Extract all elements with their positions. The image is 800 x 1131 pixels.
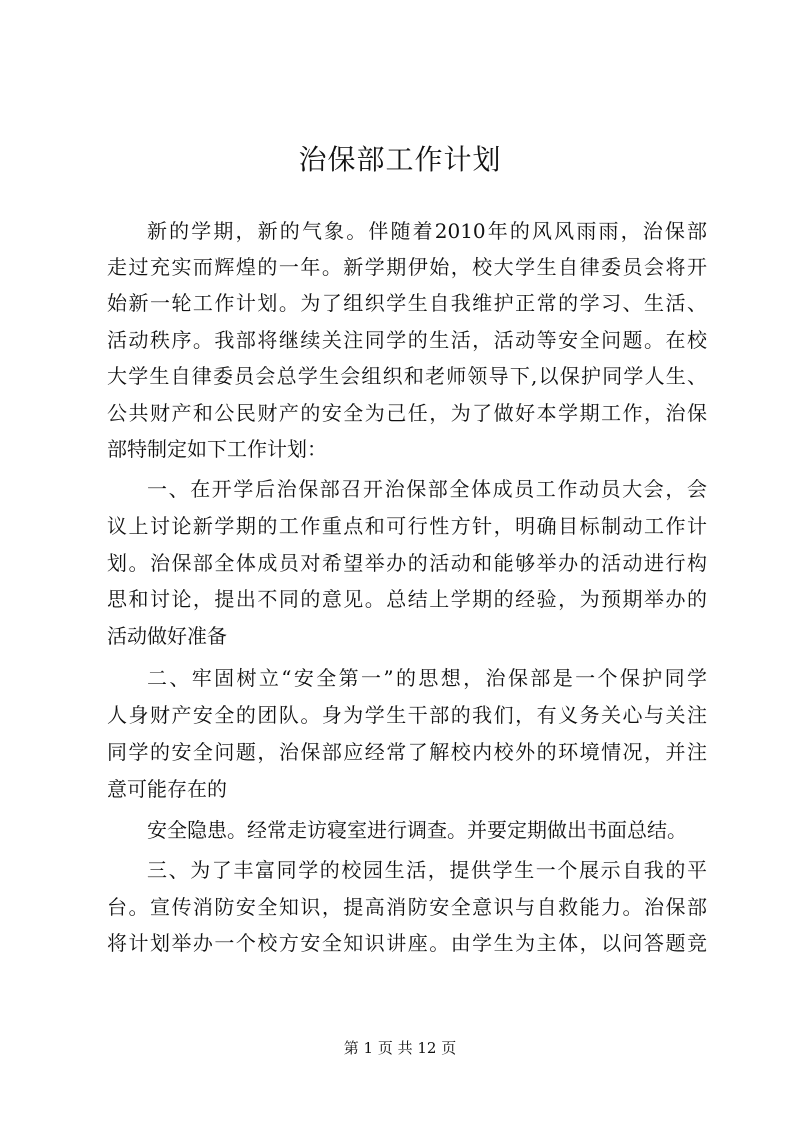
body-line: 活动做好准备 <box>107 624 227 648</box>
body-line: 二、牢固树立“安全第一”的思想，治保部是一个保护同学 <box>147 666 707 690</box>
body-line: 将计划举办一个校方安全知识讲座。由学生为主体，以问答题竞 <box>107 931 707 955</box>
body-line: 同学的安全问题，治保部应经常了解校内校外的环境情况，并注 <box>107 740 707 764</box>
body-line: 安全隐患。经常走访寝室进行调查。并要定期做出书面总结。 <box>147 818 687 842</box>
body-line: 走过充实而辉煌的一年。新学期伊始，校大学生自律委员会将开 <box>107 255 707 279</box>
body-line: 一、在开学后治保部召开治保部全体成员工作动员大会，会 <box>147 477 707 501</box>
body-line: 思和讨论，提出不同的意见。总结上学期的经验，为预期举办的 <box>107 587 707 611</box>
body-line: 大学生自律委员会总学生会组织和老师领导下,以保护同学人生、 <box>107 364 707 388</box>
body-line: 划。治保部全体成员对希望举办的活动和能够举办的活动进行构 <box>107 551 707 575</box>
body-line: 公共财产和公民财产的安全为己任，为了做好本学期工作，治保 <box>107 401 707 425</box>
body-line: 始新一轮工作计划。为了组织学生自我维护正常的学习、生活、 <box>107 291 707 315</box>
body-line: 台。宣传消防安全知识，提高消防安全意识与自救能力。治保部 <box>107 895 707 919</box>
body-line: 议上讨论新学期的工作重点和可行性方针，明确目标制动工作计 <box>107 514 707 538</box>
body-line: 新的学期，新的气象。伴随着2010年的风风雨雨，治保部 <box>147 219 707 243</box>
body-line: 活动秩序。我部将继续关注同学的生活，活动等安全问题。在校 <box>107 328 707 352</box>
body-line: 三、为了丰富同学的校园生活，提供学生一个展示自我的平 <box>147 858 707 882</box>
body-line: 人身财产安全的团队。身为学生干部的我们，有义务关心与关注 <box>107 703 707 727</box>
document-title: 治保部工作计划 <box>298 143 502 176</box>
body-line: 意可能存在的 <box>107 777 227 801</box>
page-number-footer: 第 1 页 共 12 页 <box>343 1039 457 1057</box>
body-line: 部特制定如下工作计划： <box>107 437 327 461</box>
